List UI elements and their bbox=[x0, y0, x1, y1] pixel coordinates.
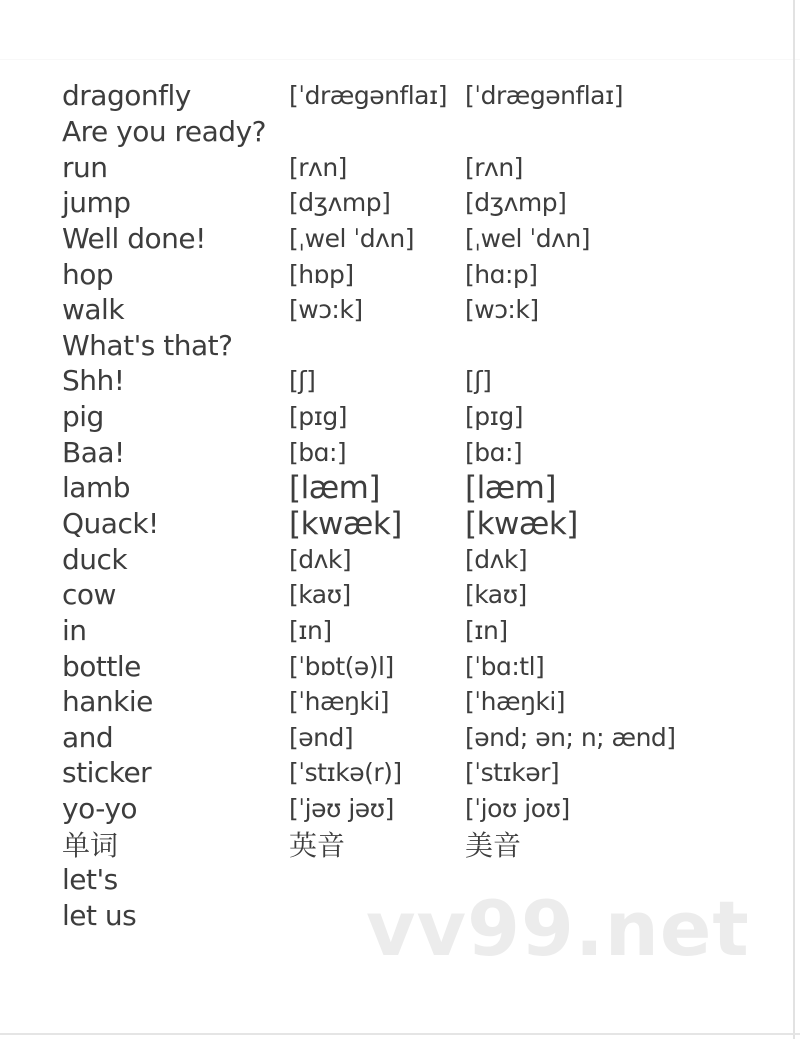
uk-phonetic-cell: [ˈhæŋki] bbox=[289, 687, 390, 717]
word-cell: 单词 bbox=[62, 829, 119, 863]
us-phonetic-cell: [ˈjoʊ joʊ] bbox=[465, 794, 570, 824]
us-phonetic-cell: [dʒʌmp] bbox=[465, 188, 567, 218]
top-divider-line bbox=[0, 59, 800, 60]
word-row bbox=[0, 898, 800, 934]
uk-phonetic-cell: [læm] bbox=[289, 469, 380, 506]
us-phonetic-cell: [ˈstɪkər] bbox=[465, 758, 560, 788]
word-cell: cow bbox=[62, 578, 116, 612]
word-row bbox=[0, 327, 800, 363]
word-row bbox=[0, 648, 800, 684]
us-phonetic-cell: [læm] bbox=[465, 469, 556, 506]
us-phonetic-cell: [ɪn] bbox=[465, 615, 508, 645]
us-phonetic-cell: [ʃ] bbox=[465, 366, 492, 396]
us-phonetic-cell: [ˈbɑ:tl] bbox=[465, 651, 545, 681]
us-phonetic-cell: 美音 bbox=[465, 829, 522, 863]
word-cell: sticker bbox=[62, 756, 152, 790]
uk-phonetic-cell: 英音 bbox=[289, 829, 346, 863]
word-cell: let's bbox=[62, 863, 118, 897]
word-cell: yo-yo bbox=[62, 792, 138, 826]
word-cell: let us bbox=[62, 899, 137, 933]
word-cell: lamb bbox=[62, 471, 130, 505]
word-row bbox=[0, 114, 800, 150]
uk-phonetic-cell: [ˈbɒt(ə)l] bbox=[289, 651, 394, 681]
word-row bbox=[0, 292, 800, 328]
word-cell: Are you ready? bbox=[62, 114, 267, 148]
us-phonetic-cell: [kaʊ] bbox=[465, 580, 527, 610]
word-list bbox=[0, 78, 800, 933]
us-phonetic-cell: [ənd; ən; n; ænd] bbox=[465, 722, 676, 752]
word-cell: hop bbox=[62, 257, 114, 291]
us-phonetic-cell: [pɪg] bbox=[465, 402, 524, 432]
us-phonetic-cell: [bɑ:] bbox=[465, 437, 523, 467]
watermark: vv99.net bbox=[366, 884, 750, 973]
word-row bbox=[0, 256, 800, 292]
uk-phonetic-cell: [dʒʌmp] bbox=[289, 188, 391, 218]
us-phonetic-cell: [ˌwel ˈdʌn] bbox=[465, 223, 590, 253]
word-row bbox=[0, 684, 800, 720]
word-row bbox=[0, 720, 800, 756]
word-row bbox=[0, 78, 800, 114]
us-phonetic-cell: [dʌk] bbox=[465, 544, 528, 574]
word-row bbox=[0, 755, 800, 791]
word-cell: and bbox=[62, 720, 114, 754]
word-row bbox=[0, 506, 800, 542]
us-phonetic-cell: [hɑ:p] bbox=[465, 259, 538, 289]
word-cell: hankie bbox=[62, 685, 153, 719]
word-row bbox=[0, 363, 800, 399]
word-cell: duck bbox=[62, 542, 128, 576]
bottom-edge-line bbox=[0, 1033, 800, 1035]
word-row bbox=[0, 434, 800, 470]
uk-phonetic-cell: [wɔ:k] bbox=[289, 295, 363, 325]
us-phonetic-cell: [wɔ:k] bbox=[465, 295, 539, 325]
word-cell: walk bbox=[62, 293, 125, 327]
word-cell: What's that? bbox=[62, 328, 233, 362]
word-row bbox=[0, 541, 800, 577]
uk-phonetic-cell: [rʌn] bbox=[289, 152, 347, 182]
uk-phonetic-cell: [ˈstɪkə(r)] bbox=[289, 758, 402, 788]
us-phonetic-cell: [rʌn] bbox=[465, 152, 523, 182]
word-row bbox=[0, 791, 800, 827]
uk-phonetic-cell: [ˈdrægənflaɪ] bbox=[289, 81, 448, 111]
uk-phonetic-cell: [bɑ:] bbox=[289, 437, 347, 467]
word-row bbox=[0, 185, 800, 221]
word-row bbox=[0, 862, 800, 898]
word-row bbox=[0, 613, 800, 649]
us-phonetic-cell: [ˈdrægənflaɪ] bbox=[465, 81, 624, 111]
uk-phonetic-cell: [ɪn] bbox=[289, 615, 332, 645]
uk-phonetic-cell: [kaʊ] bbox=[289, 580, 351, 610]
word-cell: dragonfly bbox=[62, 79, 191, 113]
word-cell: bottle bbox=[62, 649, 141, 683]
uk-phonetic-cell: [ənd] bbox=[289, 722, 354, 752]
word-row bbox=[0, 399, 800, 435]
word-cell: pig bbox=[62, 400, 104, 434]
uk-phonetic-cell: [ʃ] bbox=[289, 366, 316, 396]
uk-phonetic-cell: [ˌwel ˈdʌn] bbox=[289, 223, 414, 253]
word-row bbox=[0, 470, 800, 506]
word-row bbox=[0, 149, 800, 185]
word-cell: Quack! bbox=[62, 507, 159, 540]
word-cell: Baa! bbox=[62, 435, 125, 469]
word-cell: run bbox=[62, 150, 108, 184]
uk-phonetic-cell: [pɪg] bbox=[289, 402, 348, 432]
uk-phonetic-cell: [dʌk] bbox=[289, 544, 352, 574]
word-cell: Well done! bbox=[62, 221, 206, 255]
word-cell: in bbox=[62, 613, 87, 647]
uk-phonetic-cell: [ˈjəʊ jəʊ] bbox=[289, 794, 394, 824]
word-cell: Shh! bbox=[62, 364, 125, 398]
word-row bbox=[0, 826, 800, 862]
us-phonetic-cell: [kwæk] bbox=[465, 505, 578, 542]
word-row bbox=[0, 221, 800, 257]
uk-phonetic-cell: [hɒp] bbox=[289, 259, 354, 289]
uk-phonetic-cell: [kwæk] bbox=[289, 505, 402, 542]
word-row bbox=[0, 577, 800, 613]
us-phonetic-cell: [ˈhæŋki] bbox=[465, 687, 566, 717]
word-cell: jump bbox=[62, 186, 131, 220]
